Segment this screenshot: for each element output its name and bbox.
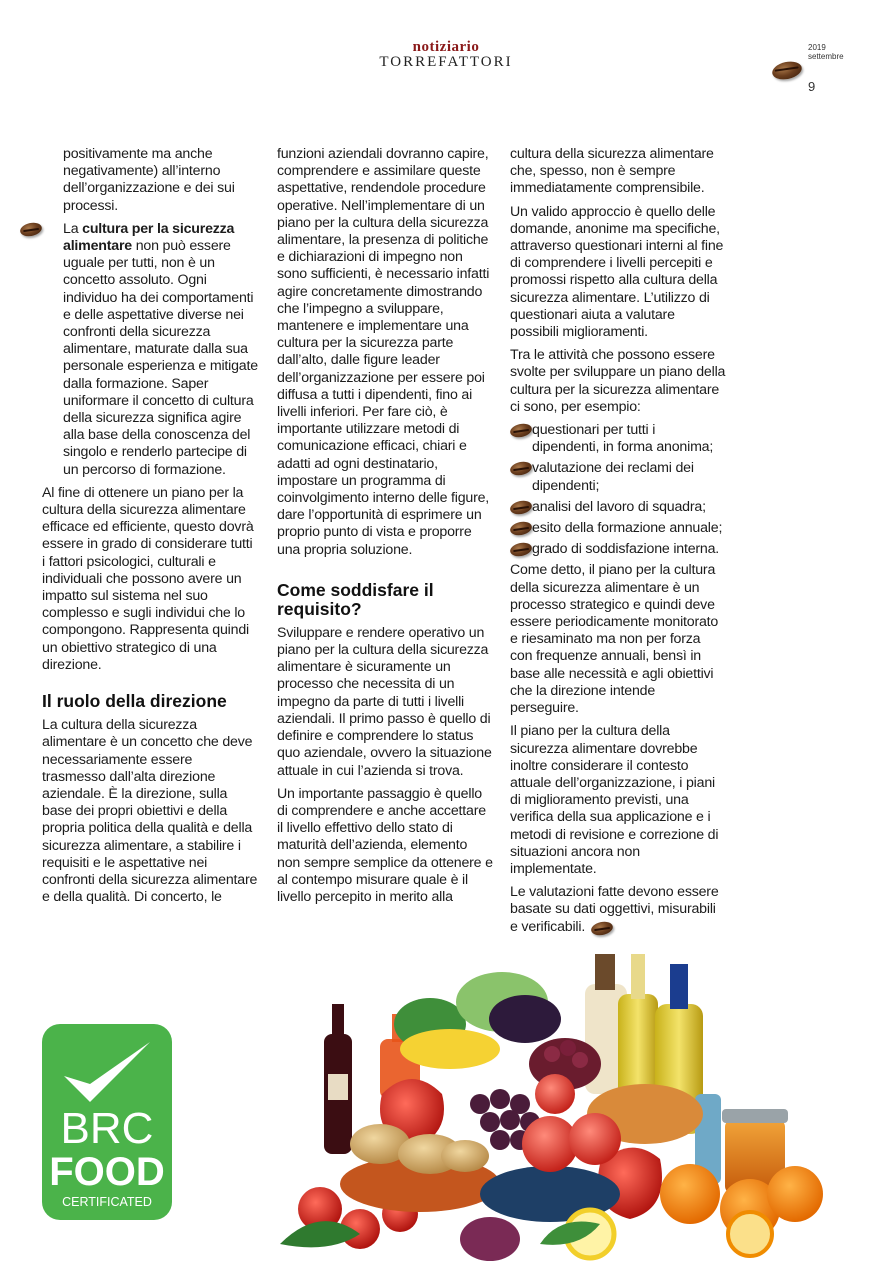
paragraph: Sviluppare e rendere operativo un piano per la cultura della sicurezza alimentare è sicuramente un processo che necessita di un impegno da parte di tutti i livelli aziendali. Il primo passo è quello di definire e comprendere lo status quo aziendale, ovvero la situazione attuale in cui l’azienda si trova.: [277, 624, 492, 779]
issue-year: 2019: [808, 43, 826, 52]
activity-list: [510, 422, 726, 558]
logo-line-2: FOOD: [49, 1150, 165, 1194]
list-item: [532, 541, 726, 558]
paragraph: Tra le attività che possono essere svolte per sviluppare un piano della cultura per la sicurezza alimentare ci sono, per esempio:: [510, 347, 726, 415]
bullet-bold: cultura per la sicurezza alimentare: [63, 220, 235, 255]
end-mark-bean-icon: [590, 919, 614, 936]
paragraph: Al fine di ottenere un piano per la cultura della sicurezza alimentare efficace ed efficiente, questo dovrà essere in grado di considerare tutti i fattori psicologici, culturali e individuali che possono avere un impatto sul sistema nel suo complesso e sugli individui che lo compongono. Rappresenta quindi un obiettivo strategico di una direzione.: [42, 484, 254, 673]
coffee-bean-bullet-icon: [509, 520, 533, 537]
list-item-text: grado di soddisfazione interna.: [532, 541, 720, 558]
logo-line-3: CERTIFICATED: [62, 1195, 152, 1209]
section-heading: Il ruolo della direzione: [42, 691, 227, 712]
list-item-text: valutazione dei reclami dei dipendenti;: [532, 460, 694, 494]
coffee-bean-bullet-icon: [509, 499, 533, 516]
list-item-text: analisi del lavoro di squadra;: [532, 498, 706, 515]
brc-food-certified-logo: [42, 1024, 172, 1220]
paragraph-final: [510, 884, 726, 936]
paragraph: La cultura della sicurezza alimentare è un concetto che deve necessariamente essere trasmesso dall’alta direzione aziendale. È la direzione, sulla base dei propri obiettivi e della propria politica della qualità e della sicurezza alimentare, a stabilire i requisiti e le aspettative nei confronti della sicurezza alimentare e della qualità. Di concerto, le: [42, 717, 258, 906]
coffee-bean-bullet-icon: [19, 221, 43, 238]
list-item: [532, 499, 726, 516]
brand-bottom: TORREFATTORI: [379, 54, 513, 70]
paragraph: cultura della sicurezza alimentare che, spesso, non è sempre immediatamente comprensibile.: [510, 146, 714, 197]
final-text: Le valutazioni fatte devono essere basate su dati oggettivi, misurabili e verificabili.: [510, 884, 719, 935]
paragraph: Il piano per la cultura della sicurezza alimentare dovrebbe inoltre considerare il contesto attuale dell’organizzazione, i piani di miglioramento previsti, una verifica della sua applicazione e i metodi di revisione e correzione di situazioni ancora non implementate.: [510, 723, 719, 877]
coffee-bean-bullet-icon: [509, 460, 533, 477]
column-1: [42, 146, 258, 912]
bullet-paragraph: [42, 221, 258, 479]
issue-month: settembre: [808, 52, 844, 61]
list-item: [532, 422, 726, 456]
column-3: [510, 146, 726, 942]
logo-line-1: BRC: [60, 1104, 154, 1153]
list-item-text: esito della formazione annuale;: [532, 520, 723, 537]
checkmark-icon: [60, 1038, 154, 1108]
paragraph: funzioni aziendali dovranno capire, comprendere e assimilare queste aspettative, rendendole procedure operative. Nell’implementare di un piano per la cultura della sicurezza alimentare, la presenza di politiche e dichiarazioni di impegno non sono sufficienti, è necessario infatti agire concretamente dimostrando che l’impegno a sviluppare, mantenere e implementare una cultura per la sicurezza parte dall’alto, dalle figure leader dell’organizzazione per essere poi diffusa a tutti i dipendenti, fino ai livelli inferiori. Per fare ciò, è importante utilizzare metodi di comunicazione efficaci, chiari e adatti ad ogni destinatario, impostare un programma di coinvolgimento interno delle figure, dare l’opportunità di esprimere un proprio punto di vista e proporre una propria soluzione.: [277, 146, 490, 558]
list-item: [532, 460, 726, 494]
page-number: 9: [808, 79, 816, 94]
bullet-rest: non può essere uguale per tutti, non è un concetto assoluto. Ogni individuo ha dei comportamenti e delle aspettative diverse nei confronti della sicurezza alimentare, maturate dalla sua personale esperienza e mitigate dalla formazione. Saper uniformare il concetto di cultura della sicurezza significa agire alla base della conoscenza del singolo e renderlo partecipe di un percorso di formazione.: [63, 238, 258, 478]
issue-date: [808, 43, 844, 61]
paragraph: Come detto, il piano per la cultura della sicurezza alimentare è un processo strategico e quindi deve essere periodicamente monitorato e riesaminato ma non per forza con frequenze annuali, bensì in base alle necessità e agli obiettivi che la direzione intende perseguire.: [510, 562, 719, 717]
coffee-bean-bullet-icon: [509, 422, 533, 439]
list-item: [532, 520, 726, 537]
column-2: [277, 146, 493, 912]
section-heading: Come soddisfare il requisito?: [277, 579, 434, 619]
coffee-bean-bullet-icon: [509, 541, 533, 558]
list-item-text: questionari per tutti i dipendenti, in forma anonima;: [532, 422, 714, 456]
paragraph: Un valido approccio è quello delle domande, anonime ma specifiche, attraverso questionari interni al fine di comprendere i livelli percepiti e promossi rispetto alla cultura della sicurezza alimentare. L’utilizzo di questionari aiuta a valutare possibili miglioramenti.: [510, 203, 724, 341]
paragraph: Un importante passaggio è quello di comprendere e anche accettare il livello effettivo dello stato di maturità dell’azienda, elemento non sempre semplice da ottenere e al contempo misurare quale è il livello percepito in merito alla: [277, 785, 493, 905]
brand-top: notiziario: [412, 39, 480, 55]
masthead: [0, 40, 892, 70]
paragraph: positivamente ma anche negativamente) all’interno dell’organizzazione e dei sui processi.: [63, 146, 235, 214]
bullet-lead: La: [63, 220, 83, 237]
fruit-vegetable-photo: [250, 944, 850, 1262]
